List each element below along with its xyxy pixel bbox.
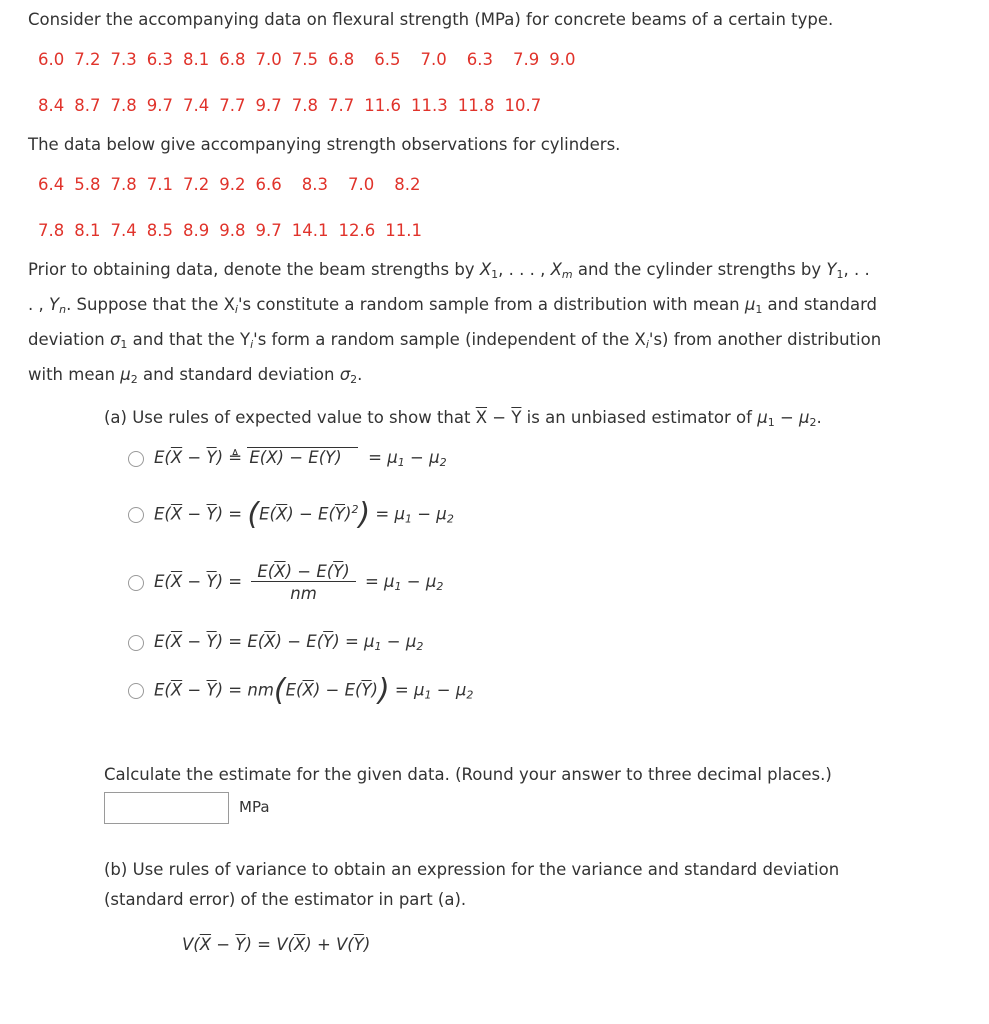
data-value: 11.3 (411, 96, 448, 115)
data-value: 8.3 (301, 175, 328, 194)
data-value: 8.5 (146, 221, 173, 240)
data-value: 7.7 (219, 96, 246, 115)
option-4[interactable] (128, 632, 423, 653)
data-value: 7.0 (255, 50, 282, 69)
prior-text-2: . Suppose that the X (66, 295, 235, 314)
data-value: 9.8 (219, 221, 246, 240)
option-3[interactable] (128, 562, 443, 603)
prior-text-line-4: with mean $\mu_2$ and standard deviation $\sigma_2$. (28, 365, 363, 386)
prior-text-line-3: deviation $\sigma_1$ and that the $Y_i's$ form a random sample (independent of the $X_i's$) from another distribution (28, 330, 882, 351)
data-value: 6.8 (328, 50, 355, 69)
estimate-answer-input[interactable] (104, 792, 229, 824)
variance-formula: $V(\overline{X} - \overline{Y}) = V(\overline{X}) + V(\overline{Y})$ (182, 935, 371, 954)
data-value: 7.9 (513, 50, 540, 69)
part-a-prompt-a: (a) Use rules of expected value to show that (104, 408, 476, 427)
intro-text: Consider the accompanying data on flexural strength (MPa) for concrete beams of a certain type. (28, 10, 834, 29)
data-value: 8.9 (183, 221, 210, 240)
data-value: 5.8 (74, 175, 101, 194)
data-value: 6.5 (374, 50, 401, 69)
prior-text-line-2: . , $Y_n$. Suppose that the $X_i's$ constitute a random sample from a distribution with mean $\mu_1$ and standard (28, 295, 878, 316)
data-value: 8.2 (394, 175, 421, 194)
option-5[interactable] (128, 673, 474, 708)
cylinder-intro-text: The data below give accompanying strength observations for cylinders. (28, 135, 621, 154)
data-value: 9.7 (255, 221, 282, 240)
data-value: 6.3 (466, 50, 493, 69)
part-b-prompt-line-1: (b) Use rules of variance to obtain an expression for the variance and standard deviation (104, 860, 840, 879)
data-value: 11.8 (457, 96, 495, 115)
part-a-prompt-b: is an unbiased estimator of (521, 408, 758, 427)
data-value: 7.2 (183, 175, 210, 194)
option-3-formula: $E(\overline{X} - \overline{Y})$ = $\frac{E(\overline{X}) - E(\overline{Y})}{nm}$ = $\mu_1 - \mu_2$ (154, 562, 444, 603)
prior-text-4a: with mean (28, 365, 121, 384)
option-2-radio[interactable] (128, 507, 144, 523)
option-2-formula: $E(\overline{X} - \overline{Y}) = (E(\overline{X}) - E(\overline{Y})^2) = \mu_1 - \mu_2$ (154, 497, 454, 532)
prior-text-3c: 's form a random sample (independent of the X (253, 330, 646, 349)
data-value: 9.7 (255, 96, 282, 115)
prior-text-3d: 's) from another distribution (648, 330, 882, 349)
data-value: 6.3 (146, 50, 173, 69)
prior-text-1b: and the cylinder strengths by (572, 260, 827, 279)
data-value: 8.4 (38, 96, 65, 115)
data-value: 6.6 (255, 175, 282, 194)
data-value: 7.2 (74, 50, 101, 69)
data-value: 8.1 (74, 221, 101, 240)
data-value: 7.1 (146, 175, 173, 194)
data-value: 7.7 (328, 96, 355, 115)
data-value: 7.0 (420, 50, 447, 69)
option-5-formula: $E(\overline{X} - \overline{Y}) = nm(E(\overline{X}) - E(\overline{Y})) = \mu_1 - \mu_2$ (154, 673, 474, 708)
data-value: 12.6 (338, 221, 376, 240)
data-value: 7.4 (183, 96, 210, 115)
part-a-prompt: (a) Use rules of expected value to show that $\overline{X} - \overline{Y}$ is an unbiased estimator of $\mu_1 - \mu_2$. (104, 408, 822, 429)
data-value: 7.4 (110, 221, 137, 240)
cylinder-data-row-2 (38, 221, 432, 240)
prior-text-2c: and standard (762, 295, 878, 314)
option-3-radio[interactable] (128, 575, 144, 591)
beam-data-row-2 (38, 96, 551, 115)
data-value: 6.4 (38, 175, 65, 194)
data-value: 7.0 (348, 175, 375, 194)
data-value: 7.8 (38, 221, 65, 240)
option-4-radio[interactable] (128, 635, 144, 651)
data-value: 10.7 (504, 96, 542, 115)
data-value: 14.1 (291, 221, 329, 240)
beam-data-row-1 (38, 50, 586, 69)
prior-text-3b: and that the Y (127, 330, 251, 349)
option-5-radio[interactable] (128, 683, 144, 699)
option-1-formula: $E(\overline{X} - \overline{Y})$ ≜ $E(X) - E(Y) = \mu_1 - \mu_2$ (154, 448, 447, 469)
data-value: 9.2 (219, 175, 246, 194)
data-value: 7.8 (291, 96, 318, 115)
data-value: 7.5 (291, 50, 318, 69)
prior-text-4b: and standard deviation (137, 365, 340, 384)
calc-prompt: Calculate the estimate for the given data. (Round your answer to three decimal places.) (104, 765, 832, 784)
data-value: 6.8 (219, 50, 246, 69)
prior-text-1a: Prior to obtaining data, denote the beam strengths by (28, 260, 480, 279)
data-value: 11.6 (364, 96, 401, 115)
data-value: 11.1 (385, 221, 422, 240)
part-b-prompt-line-2: (standard error) of the estimator in part (a). (104, 890, 467, 909)
cylinder-data-row-1 (38, 175, 431, 194)
data-value: 6.0 (38, 50, 65, 69)
data-value: 8.1 (183, 50, 210, 69)
data-value: 7.8 (110, 96, 137, 115)
option-1-radio[interactable] (128, 451, 144, 467)
option-1[interactable] (128, 448, 447, 469)
data-value: 9.0 (549, 50, 576, 69)
data-value: 7.8 (110, 175, 137, 194)
option-2[interactable] (128, 497, 454, 532)
data-value: 7.3 (110, 50, 137, 69)
data-value: 9.7 (146, 96, 173, 115)
prior-text-2b: 's constitute a random sample from a distribution with mean (237, 295, 745, 314)
data-value: 8.7 (74, 96, 101, 115)
answer-unit: MPa (239, 798, 270, 816)
option-4-formula: $E(\overline{X} - \overline{Y}) = E(\overline{X}) - E(\overline{Y}) = \mu_1 - \mu_2$ (154, 632, 424, 653)
prior-text-line-1: Prior to obtaining data, denote the beam strengths by $X_1$, . . . , $X_m$ and the cylinder strengths by $Y_1$, . . (28, 260, 870, 281)
prior-text-3a: deviation (28, 330, 110, 349)
